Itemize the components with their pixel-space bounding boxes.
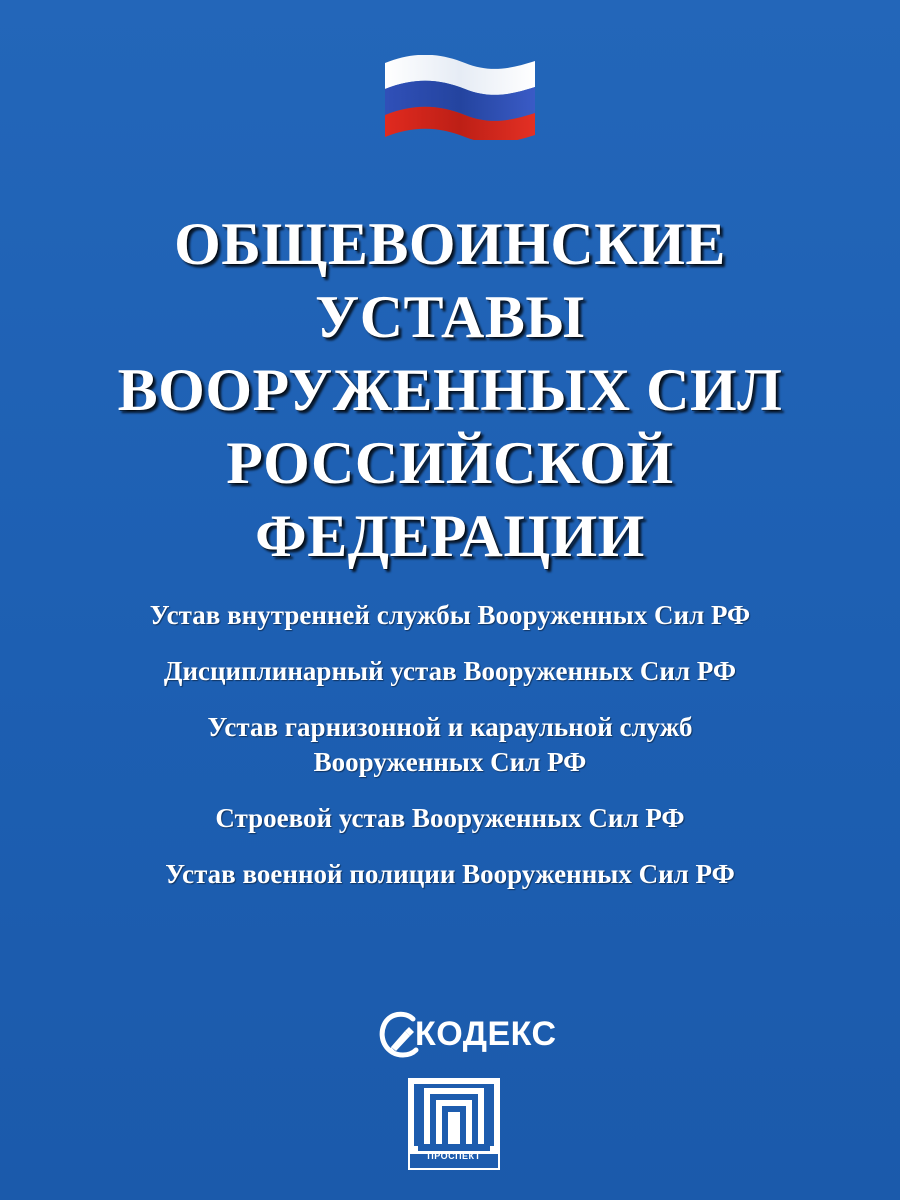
- contents-list: [0, 598, 900, 913]
- contents-item: [0, 710, 900, 780]
- title-line-4: РОССИЙСКОЙ: [226, 430, 674, 496]
- contents-item: [0, 801, 900, 836]
- contents-item-line: Устав гарнизонной и караульной служб: [207, 712, 693, 742]
- book-title: [0, 208, 900, 573]
- kodeks-logo-text: КОДЕКС: [415, 1015, 557, 1053]
- title-line-1: ОБЩЕВОИНСКИЕ: [174, 211, 726, 277]
- contents-item-line: Устав внутренней службы Вооруженных Сил РФ: [149, 600, 751, 630]
- contents-item-line: Вооруженных Сил РФ: [313, 747, 587, 777]
- contents-item-line: Устав военной полиции Вооруженных Сил РФ: [165, 859, 735, 889]
- title-line-2: УСТАВЫ: [315, 284, 585, 350]
- prospekt-logo-text: ПРОСПЕКТ: [427, 1151, 481, 1161]
- title-line-5: ФЕДЕРАЦИИ: [255, 503, 645, 569]
- russian-flag-icon: [385, 55, 540, 140]
- contents-item: [0, 598, 900, 633]
- contents-item-line: Строевой устав Вооруженных Сил РФ: [215, 803, 685, 833]
- contents-item-line: Дисциплинарный устав Вооруженных Сил РФ: [163, 656, 737, 686]
- prospekt-logo-icon: [408, 1078, 500, 1180]
- contents-item: [0, 654, 900, 689]
- contents-item: [0, 857, 900, 892]
- title-line-3: ВООРУЖЕННЫХ СИЛ: [117, 357, 783, 423]
